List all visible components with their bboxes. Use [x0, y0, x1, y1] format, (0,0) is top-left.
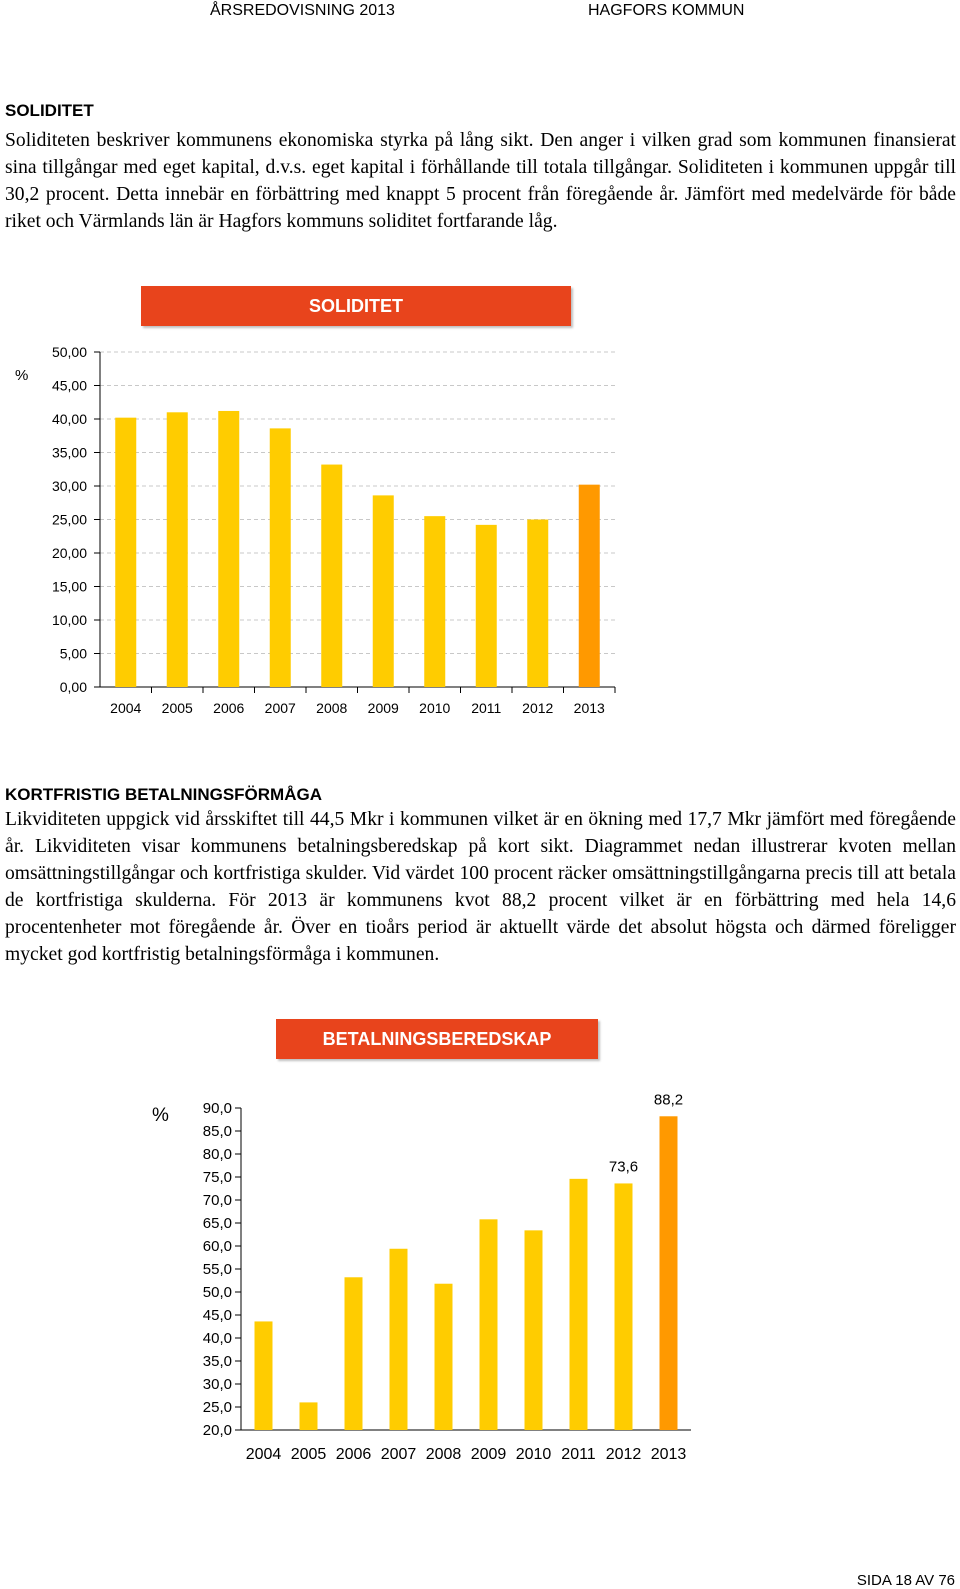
- x-tick-label: 2013: [573, 700, 605, 716]
- y-tick-label: 40,0: [202, 1330, 232, 1347]
- x-tick-label: 2004: [245, 1446, 282, 1463]
- paragraph-soliditet: Soliditeten beskriver kommunens ekonomiska styrka på lång sikt. Den anger i vilken grad som kommunen finansierat sina tillgångar med eget kapital, d.v.s. eget kapital i förhållande till totala tillgångar. Soliditeten i kommunen uppgår till 30,2 procent. Detta innebär en förbättring med knappt 5 procent från föregående år. Jämfört med medelvärde för både riket och Värmlands län är Hagfors kommuns soliditet fortfarande låg.: [5, 130, 956, 232]
- x-tick-label: 2007: [380, 1446, 417, 1463]
- y-tick-label: 10,00: [51, 612, 87, 628]
- x-tick-label: 2004: [110, 700, 142, 716]
- y-tick-label: 45,00: [51, 377, 87, 394]
- y-tick-label: 45,0: [202, 1307, 232, 1324]
- y-tick-label: 25,00: [51, 511, 87, 528]
- y-tick-label: 90,0: [202, 1100, 232, 1117]
- page-number: SIDA 18 AV 76: [856, 1572, 955, 1589]
- bar-2006: [345, 1277, 363, 1430]
- bar-2006: [218, 411, 239, 687]
- y-tick-label: 70,0: [202, 1192, 232, 1209]
- y-tick-label: 50,0: [202, 1284, 232, 1301]
- bar-2012: [615, 1183, 633, 1430]
- y-tick-label: 15,00: [51, 578, 87, 595]
- chart-betalningsberedskap: [0, 1090, 960, 1490]
- x-tick-label: 2010: [419, 700, 451, 716]
- x-tick-label: 2005: [290, 1446, 327, 1463]
- y-tick-label: 30,00: [51, 478, 87, 494]
- y-axis-label: %: [15, 367, 29, 384]
- y-tick-label: 60,0: [202, 1238, 232, 1255]
- x-tick-label: 2006: [335, 1446, 372, 1463]
- bar-2004: [255, 1321, 273, 1430]
- bar-2010: [525, 1230, 543, 1430]
- y-tick-label: 35,00: [51, 444, 87, 461]
- heading-soliditet: SOLIDITET: [5, 101, 94, 120]
- bar-2005: [300, 1402, 318, 1430]
- bar-2010: [424, 516, 445, 687]
- y-tick-label: 20,0: [202, 1422, 232, 1439]
- x-tick-label: 2009: [367, 700, 399, 716]
- y-tick-label: 75,0: [202, 1169, 232, 1186]
- y-tick-label: 20,00: [51, 545, 87, 561]
- y-tick-label: 85,0: [202, 1123, 232, 1140]
- chart-soliditet: [0, 330, 960, 740]
- x-tick-label: 2011: [471, 700, 502, 716]
- y-tick-label: 5,00: [59, 645, 87, 662]
- y-tick-label: 55,0: [202, 1261, 232, 1278]
- data-label: 88,2: [653, 1091, 684, 1109]
- bar-2009: [373, 495, 394, 687]
- paragraph-kortfristig: Likviditeten uppgick vid årsskiftet till 44,5 Mkr i kommunen vilket är en ökning med 17,7 Mkr jämfört med föregående år. Likviditeten visar kommunens betalningsberedskap på kort sikt. Diagrammet nedan illustrerar kvoten mellan omsättningstillgångar och kortfristiga skulder. Vid värdet 100 procent räcker omsättningstillgångarna precis till att betala de kortfristiga skulderna. För 2013 är kommunens kvot 88,2 procent vilket är en förbättring med hela 14,6 procentenheter mot föregående år. Över en tioårs period är aktuellt värde det absolut högsta och därmed föreligger mycket god kortfristig betalningsförmåga i kommunen.: [5, 809, 956, 965]
- x-tick-label: 2006: [213, 700, 245, 716]
- x-tick-label: 2011: [561, 1446, 596, 1463]
- bar-2008: [321, 465, 342, 687]
- bar-2005: [167, 412, 188, 687]
- y-axis-label: %: [152, 1105, 169, 1126]
- x-tick-label: 2012: [522, 700, 554, 716]
- bar-2007: [390, 1249, 408, 1430]
- y-tick-label: 80,0: [202, 1146, 232, 1163]
- heading-kortfristig: KORTFRISTIG BETALNINGSFÖRMÅGA: [5, 785, 322, 804]
- y-tick-label: 25,0: [202, 1399, 232, 1416]
- x-tick-label: 2013: [650, 1446, 687, 1463]
- bar-2011: [570, 1179, 588, 1430]
- data-label: 73,6: [608, 1158, 639, 1176]
- chart-title-betalningsberedskap: BETALNINGSBEREDSKAP: [276, 1019, 598, 1059]
- chart-title-soliditet: SOLIDITET: [141, 286, 571, 326]
- x-tick-label: 2005: [161, 700, 193, 716]
- x-tick-label: 2012: [605, 1446, 642, 1463]
- bar-2008: [435, 1284, 453, 1430]
- bar-2011: [476, 525, 497, 687]
- y-tick-label: 30,0: [202, 1376, 232, 1393]
- x-tick-label: 2008: [425, 1446, 462, 1463]
- x-tick-label: 2009: [470, 1446, 507, 1463]
- bar-2013: [579, 485, 600, 687]
- header-municipality: HAGFORS KOMMUN: [588, 2, 745, 19]
- bar-2007: [270, 428, 291, 687]
- y-tick-label: 0,00: [59, 679, 87, 695]
- bar-2009: [480, 1219, 498, 1430]
- header-report-title: ÅRSREDOVISNING 2013: [210, 2, 395, 19]
- y-tick-label: 35,0: [202, 1353, 232, 1370]
- x-tick-label: 2010: [515, 1446, 552, 1463]
- x-tick-label: 2008: [316, 700, 348, 716]
- y-tick-label: 65,0: [202, 1215, 232, 1232]
- bar-2012: [527, 520, 548, 688]
- x-tick-label: 2007: [264, 700, 296, 716]
- y-tick-label: 40,00: [51, 411, 87, 427]
- y-tick-label: 50,00: [51, 344, 87, 360]
- bar-2013: [660, 1116, 678, 1430]
- bar-2004: [115, 418, 136, 687]
